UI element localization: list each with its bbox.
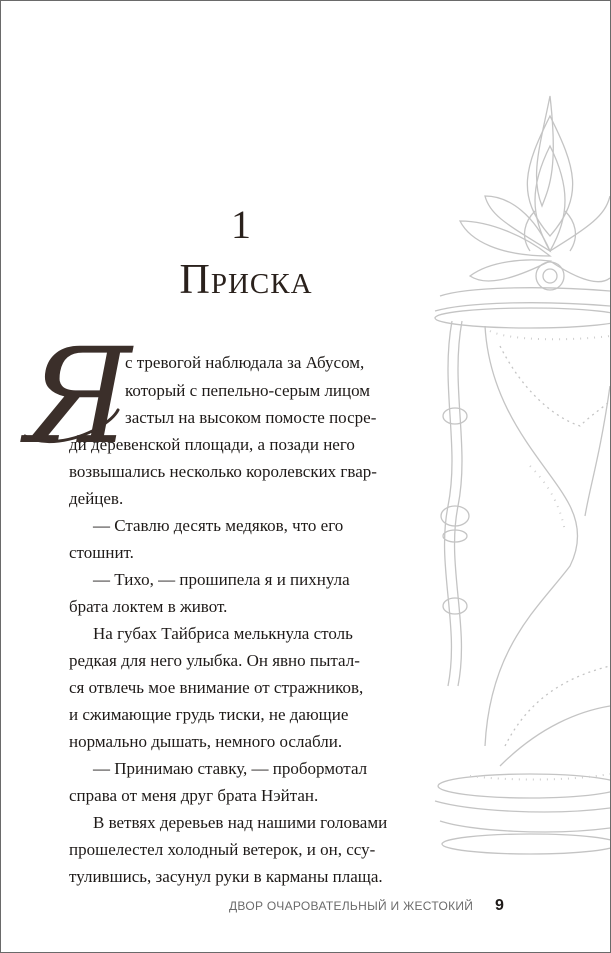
page-number: 9 [495, 897, 504, 914]
hourglass-illustration [430, 86, 610, 866]
text-line: прошелестел холодный ветерок, и он, ссу- [69, 840, 376, 859]
text-line: который с пепельно-серым лицом [125, 381, 371, 400]
text-line: с тревогой наблюдала за Абусом, [125, 353, 365, 372]
text-line: ся отвлечь мое внимание от стражников, [69, 678, 364, 697]
text-line: тулившись, засунул руки в карманы плаща. [69, 867, 383, 886]
text-line: — Тихо, — прошипела я и пихнула [93, 570, 350, 589]
drop-cap: Я [25, 320, 132, 474]
text-line: ди деревенской площади, а позади него [69, 435, 355, 454]
chapter-number: 1 [231, 202, 251, 247]
running-footer-title: ДВОР ОЧАРОВАТЕЛЬНЫЙ И ЖЕСТОКИЙ [229, 899, 474, 913]
text-line: и сжимающие грудь тиски, не дающие [69, 705, 349, 724]
text-line: — Принимаю ставку, — пробормотал [93, 759, 368, 778]
text-line: стошнит. [69, 543, 134, 562]
text-line: застыл на высоком помосте посре- [125, 408, 377, 427]
text-line: В ветвях деревьев над нашими головами [93, 813, 388, 832]
text-line: — Ставлю десять медяков, что его [93, 516, 344, 535]
text-line: дейцев. [69, 489, 124, 508]
text-line: брата локтем в живот. [69, 597, 228, 616]
chapter-title: Приска [179, 257, 313, 303]
text-line: возвышались несколько королевских гвар- [69, 462, 377, 481]
text-line: нормально дышать, немного ослабли. [69, 732, 343, 751]
text-line: редкая для него улыбка. Он явно пытал- [69, 651, 360, 670]
text-line: На губах Тайбриса мелькнула столь [93, 624, 353, 643]
text-line: справа от меня друг брата Нэйтан. [69, 786, 319, 805]
